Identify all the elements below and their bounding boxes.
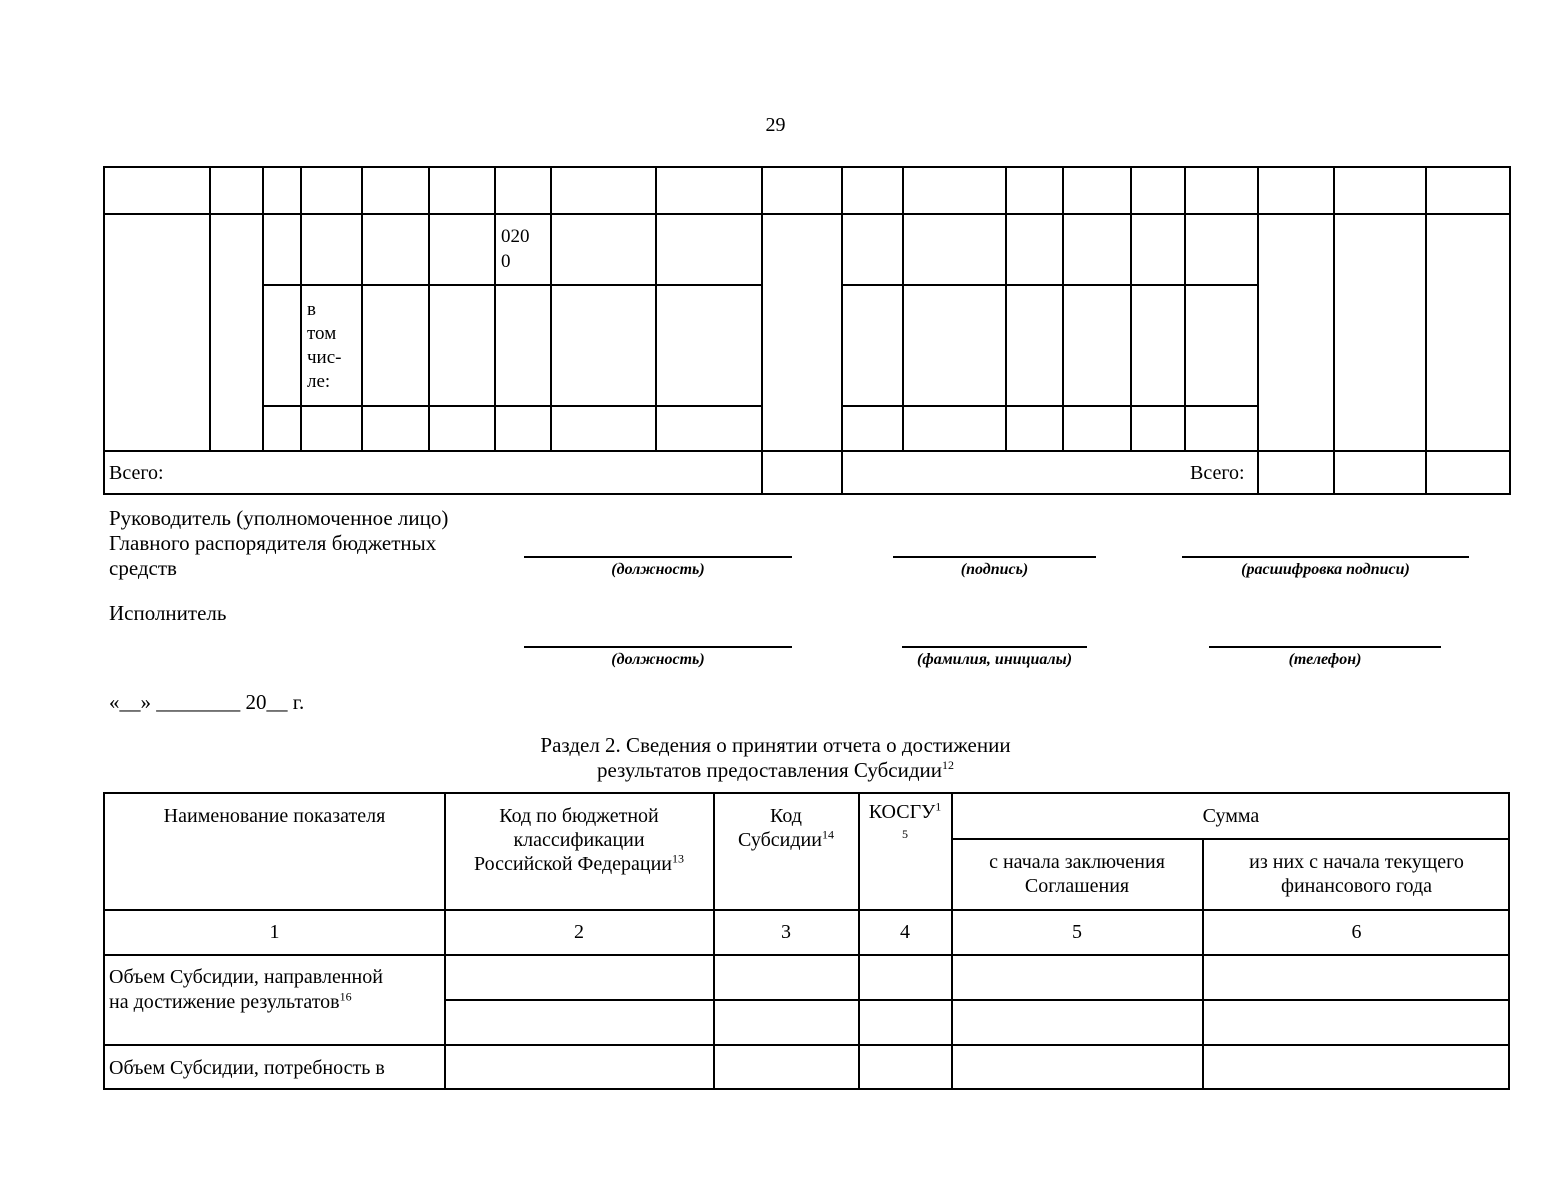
date-line: «__» ________ 20__ г. [109, 690, 305, 714]
row-subsidy-volume-need: Объем Субсидии, потребность в [109, 1057, 385, 1079]
head-label: Руководитель (уполномоченное лицо) Главного распорядителя бюджетных средств [109, 506, 449, 580]
total-label-left: Всего: [109, 462, 164, 484]
page-number: 29 [765, 114, 786, 136]
header-current-year: из них с начала текущего финансового года [1249, 851, 1464, 897]
col-number-1: 1 [269, 921, 280, 943]
col-number-4: 4 [900, 921, 910, 943]
section-title [0, 733, 1551, 783]
col-number-5: 5 [1072, 921, 1082, 943]
code-cell: 020 0 [501, 226, 530, 272]
header-since-agreement: с начала заключения Соглашения [989, 851, 1165, 897]
head-decoding-caption: (расшифровка подписи) [1241, 561, 1410, 578]
header-budget-code: Код по бюджетной классификации Российской Федерации$^{13}$ [473, 805, 685, 875]
executor-position-caption: (должность) [611, 651, 705, 668]
header-subsidy-code: Код Субсидии$^{14}$ [738, 805, 834, 851]
including-label: в том чис- ле: [307, 299, 342, 392]
col-number-6: 6 [1351, 921, 1362, 943]
executor-phone-caption: (телефон) [1288, 651, 1362, 668]
section-title-line1: Раздел 2. Сведения о принятии отчета о достижении [540, 733, 1011, 757]
header-kosgu: КОСГУ$^1$ 5 [868, 799, 942, 841]
col-number-2: 2 [574, 921, 584, 943]
col-number-3: 3 [781, 921, 791, 943]
total-label-right: Всего: [1190, 462, 1245, 484]
head-position-caption: (должность) [611, 561, 705, 578]
row-subsidy-volume-directed: Объем Субсидии, направленной на достижение результатов$^{16}$ [109, 966, 383, 1013]
executor-label: Исполнитель [109, 601, 227, 625]
section-title-line2: результатов предоставления Субсидии$^{12}$ [596, 758, 955, 782]
section2-table [103, 792, 1510, 1090]
top-table [103, 166, 1511, 495]
executor-name-caption: (фамилия, инициалы) [916, 651, 1073, 668]
head-signature-caption: (подпись) [960, 561, 1029, 578]
header-indicator-name: Наименование показателя [163, 805, 386, 827]
header-sum: Сумма [1202, 805, 1260, 827]
